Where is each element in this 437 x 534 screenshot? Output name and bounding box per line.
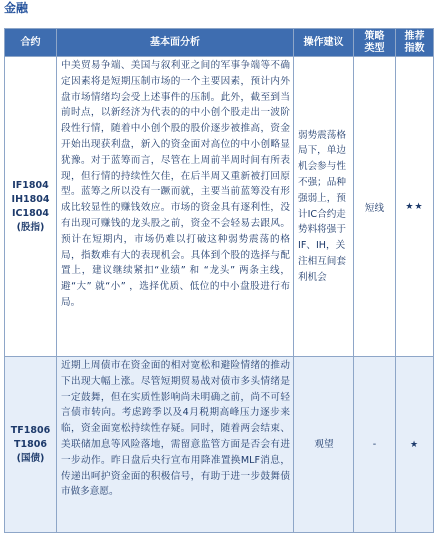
header-analysis: 基本面分析	[57, 29, 294, 57]
table-row	[5, 57, 434, 357]
advice-cell: 观望	[294, 357, 354, 533]
analysis-table	[4, 28, 434, 533]
header-contract: 合约	[5, 29, 57, 57]
contract-cell: IF1804 IH1804 IC1804 (股指)	[5, 57, 57, 357]
analysis-cell: 近期上周债市在资金面的相对宽松和避险情绪的推动下出现大幅上涨。尽管短期贸易战对债市多头情绪是一定鼓舞，但在实质性影响尚未明确之前，尚不可轻言债市转向。考虑跨季以及4月税期高峰压力逐步来临，资金面宽松持续性存疑。同时，随着两会结束、美联储加息等风险落地，需留意监管方面是否会有进一步动作。昨日盘后央行宣布用降准置换MLF消息，传递出呵护资金面的积极信号，有助于进一步鼓舞债市做多意愿。	[57, 357, 294, 533]
header-rating: 推荐 指数	[396, 29, 434, 57]
advice-cell: 弱势震荡格局下，单边机会参与性不强；品种强弱上，预计IC合约走势料将强于IF、IH，关注相互间套利机会	[294, 57, 354, 357]
table-row	[5, 357, 434, 533]
strategy-type-cell: 短线	[354, 57, 396, 357]
strategy-type-cell: -	[354, 357, 396, 533]
analysis-cell: 中美贸易争端、美国与叙利亚之间的军事争端等不确定因素将是短期压制市场的一个主要因素，预计内外盘市场情绪均会受上述事件的压制。此外，截至到当前时点，以新经济为代表的的中小创个股走出一波阶段性行情，随着中小创个股的股价逐步被推高，资金开始出现获利盘，新入的资金面对高位的中小创略显犹豫。对于蓝筹而言，尽管在上周前半周时间有所表现，但行情的持续性欠佳，在后半周又重新被打回原型。蓝筹之所以没有一蹶而就，主要当前蓝筹没有形成比较显性的赚钱效应。市场的资金具有逐利性，没有出现可赚钱的龙头股之前，资金不会轻易去跟风。预计在短期内，市场仍难以打破这种弱势震荡的格局，指数难有大的表现机会。具体到个股的选择与配置上，建议继续紧扣“业绩” 和 “龙头” 两条主线，避“大” 就“小” ，选择优质、低位的中小盘股进行布局。	[57, 57, 294, 357]
contract-cell: TF1806 T1806 (国债)	[5, 357, 57, 533]
table-header-row	[5, 29, 434, 57]
rating-cell: ★★	[396, 57, 434, 357]
section-title: 金融	[4, 1, 29, 15]
header-strategy-type: 策略 类型	[354, 29, 396, 57]
header-advice: 操作建议	[294, 29, 354, 57]
rating-cell: ★	[396, 357, 434, 533]
